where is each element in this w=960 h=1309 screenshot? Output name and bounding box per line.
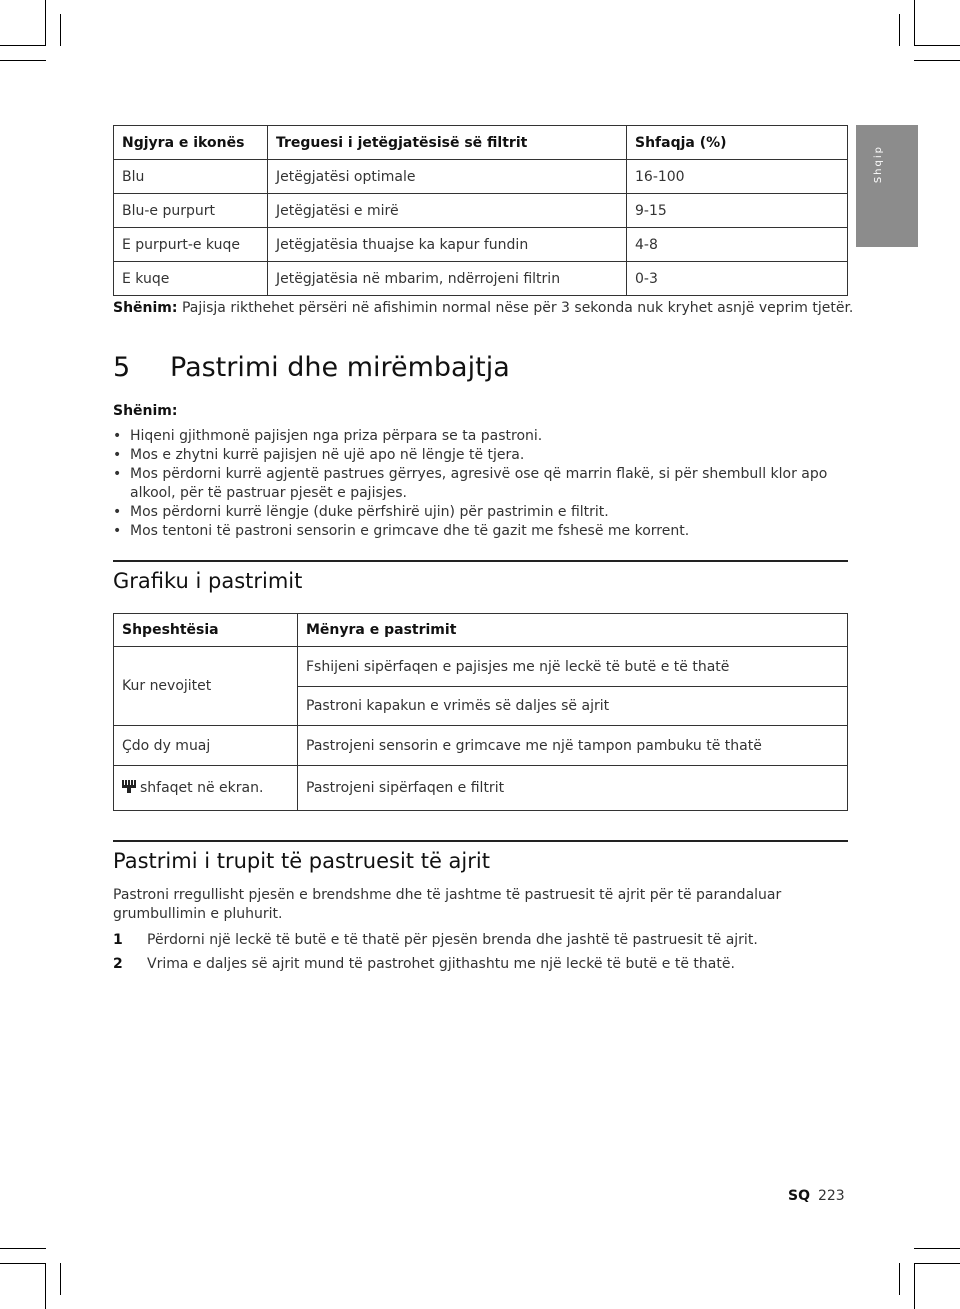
table-cell: Pastrojeni sipërfaqen e filtrit <box>298 766 848 811</box>
crop-mark <box>0 1248 46 1249</box>
table-header-row <box>114 614 848 647</box>
table-cell: Kur nevojitet <box>114 647 298 726</box>
filter-life-table <box>113 125 848 296</box>
table-cell: Blu <box>114 160 268 194</box>
table-cell: 4-8 <box>627 228 848 262</box>
table-row <box>114 647 848 687</box>
list-item: • Mos e zhytni kurrë pajisjen në ujë apo në lëngje të tjera. <box>113 447 525 463</box>
header-frequency: Shpeshtësia <box>114 614 298 647</box>
warning-list <box>113 427 853 541</box>
filter-brush-icon <box>122 780 137 793</box>
body-cleaning-title: Pastrimi i trupit të pastruesit të ajrit <box>113 849 490 873</box>
table-cell: Pastrojeni sensorin e grimcave me një tampon pambuku të thatë <box>298 726 848 766</box>
table-cell: Jetëgjatësi e mirë <box>268 194 627 228</box>
table-cell: E kuqe <box>114 262 268 296</box>
table-cell: Jetëgjatësia thuajse ka kapur fundin <box>268 228 627 262</box>
list-item: • Hiqeni gjithmonë pajisjen nga priza përpara se ta pastroni. <box>113 428 543 444</box>
table-row <box>114 766 848 811</box>
header-filter-life: Treguesi i jetëgjatësisë së filtrit <box>268 126 627 160</box>
table-cell: Çdo dy muaj <box>114 726 298 766</box>
filter-icon-caption: shfaqet në ekran. <box>140 780 264 796</box>
table-cell <box>114 766 298 811</box>
crop-mark <box>899 14 900 46</box>
crop-mark <box>914 1248 960 1249</box>
crop-mark <box>60 1263 61 1295</box>
section-divider <box>113 560 848 562</box>
crop-mark <box>914 60 960 61</box>
page-number: 223 <box>817 1188 845 1204</box>
section-heading <box>113 352 510 383</box>
table-cell: E purpurt-e kuqe <box>114 228 268 262</box>
language-side-tab <box>856 125 918 247</box>
crop-mark <box>45 0 46 46</box>
crop-mark <box>914 0 915 46</box>
crop-mark <box>0 60 46 61</box>
list-item: • Mos përdorni kurrë lëngje (duke përfshirë ujin) për pastrimin e filtrit. <box>113 504 609 520</box>
table-cell: Blu-e purpurt <box>114 194 268 228</box>
crop-mark <box>899 1263 900 1295</box>
table-cell: 9-15 <box>627 194 848 228</box>
crop-mark <box>0 45 46 46</box>
display-note <box>113 300 853 316</box>
note-label: Shënim: <box>113 403 178 419</box>
crop-mark <box>60 14 61 46</box>
section-title: Pastrimi dhe mirëmbajtja <box>170 352 510 383</box>
header-display-percent: Shfaqja (%) <box>627 126 848 160</box>
list-item: • Mos tentoni të pastroni sensorin e grimcave dhe të gazit me fshesë me korrent. <box>113 523 690 539</box>
body-cleaning-intro: Pastroni rregullisht pjesën e brendshme dhe të jashtme të pastruesit të ajrit për të parandaluar grumbullimin e pluhurit. <box>113 887 782 922</box>
note-label: Shënim: <box>113 300 178 316</box>
crop-mark <box>45 1263 46 1309</box>
table-row <box>114 262 848 296</box>
table-cell: Pastroni kapakun e vrimës së daljes së ajrit <box>298 687 848 726</box>
table-row <box>114 194 848 228</box>
cleaning-chart-title: Grafiku i pastrimit <box>113 569 303 593</box>
section-number: 5 <box>113 352 131 383</box>
footer-language: SQ <box>788 1188 810 1204</box>
table-row <box>114 160 848 194</box>
note-text: Pajisja rikthehet përsëri në afishimin normal nëse për 3 sekonda nuk kryhet asnjë veprim tjetër. <box>177 300 854 316</box>
crop-mark <box>914 1263 960 1264</box>
table-cell: Jetëgjatësia në mbarim, ndërrojeni filtrin <box>268 262 627 296</box>
step-item: 2 Vrima e daljes së ajrit mund të pastrohet gjithashtu me një leckë të butë e të thatë. <box>113 956 735 972</box>
header-icon-color: Ngjyra e ikonës <box>114 126 268 160</box>
table-cell: 0-3 <box>627 262 848 296</box>
crop-mark <box>914 45 960 46</box>
section-divider <box>113 840 848 842</box>
table-row <box>114 228 848 262</box>
table-cell: Fshijeni sipërfaqen e pajisjes me një leckë të butë e të thatë <box>298 647 848 687</box>
crop-mark <box>914 1263 915 1309</box>
crop-mark <box>0 1263 46 1264</box>
table-cell: 16-100 <box>627 160 848 194</box>
table-cell: Jetëgjatësi optimale <box>268 160 627 194</box>
table-row <box>114 726 848 766</box>
page-footer <box>788 1188 845 1204</box>
table-header-row <box>114 126 848 160</box>
list-item: • Mos përdorni kurrë agjentë pastrues gërryes, agresivë ose që marrin flakë, si për shembull klor apo alkool, për të pastruar pjesët e pajisjes. <box>113 466 828 501</box>
language-tab-label: Shqip <box>873 145 884 184</box>
cleaning-chart-table <box>113 613 848 811</box>
step-item: 1 Përdorni një leckë të butë e të thatë për pjesën brenda dhe jashtë të pastruesit të ajrit. <box>113 932 758 948</box>
header-method: Mënyra e pastrimit <box>298 614 848 647</box>
